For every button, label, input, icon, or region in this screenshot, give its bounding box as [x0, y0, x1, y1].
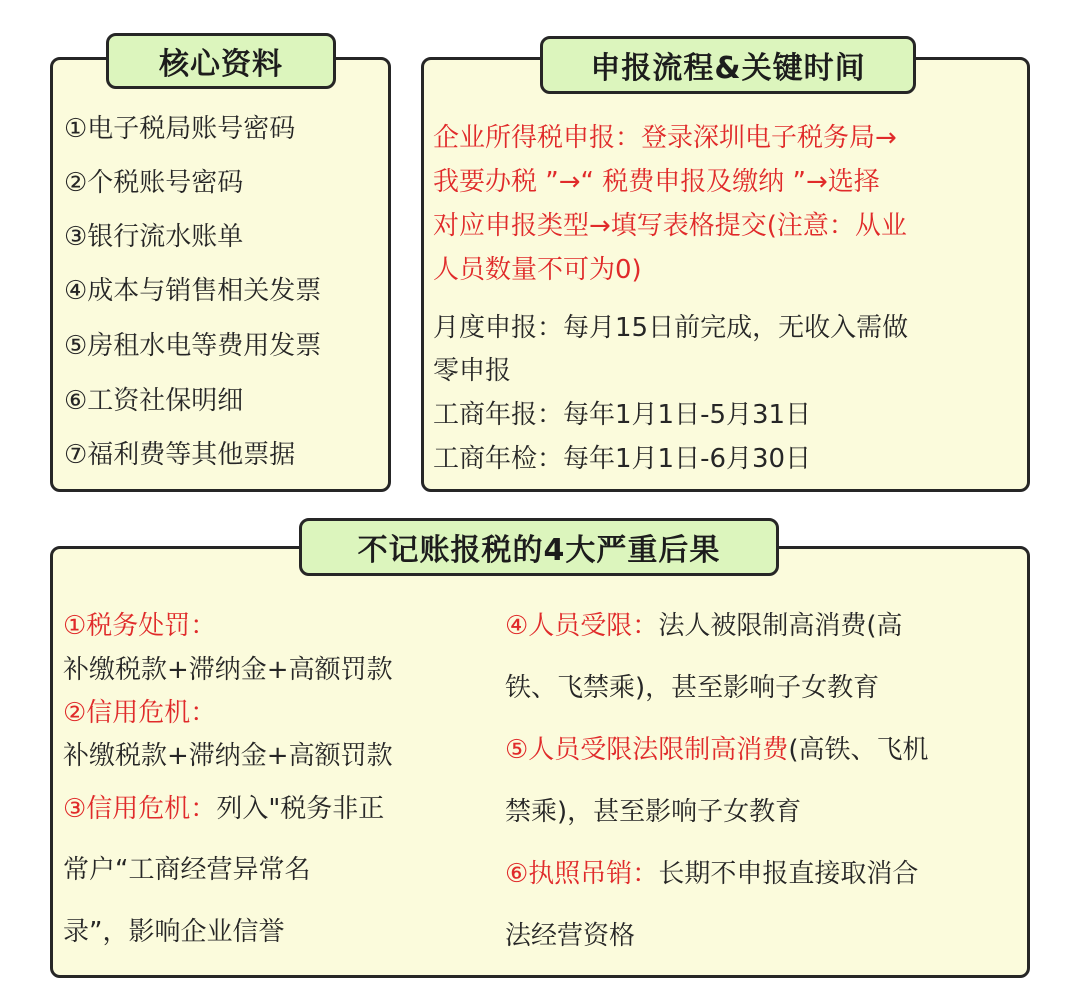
consequence-4-text-1: 法人被限制高消费(高: [658, 611, 903, 641]
consequence-3-text-2: 常户“工商经营异常名: [63, 855, 311, 885]
consequence-6-line-1: [505, 853, 918, 890]
core-item-4: ④成本与销售相关发票: [64, 276, 322, 306]
consequence-5-label: ⑤人员受限法限制高消费: [505, 735, 789, 765]
process-red-line-2: 我要办税 ”→“ 税费申报及缴纳 ”→选择: [433, 167, 880, 197]
consequence-4-label: ④人员受限：: [505, 611, 659, 641]
consequence-6-text-2: 法经营资格: [505, 921, 636, 951]
core-materials-title: 核心资料: [106, 33, 336, 89]
consequence-6-text-1: 长期不申报直接取消合: [658, 859, 919, 889]
process-line-annual-report: 工商年报：每年1月1日-5月31日: [433, 400, 812, 430]
consequence-5-text-2: 禁乘)，甚至影响子女教育: [505, 797, 802, 827]
core-item-5: ⑤房租水电等费用发票: [64, 331, 322, 361]
consequences-title: 不记账报税的4大严重后果: [299, 518, 779, 576]
consequence-4-text-2: 铁、飞禁乘)，甚至影响子女教育: [505, 673, 880, 703]
process-red-line-4: 人员数量不可为0): [433, 255, 642, 285]
consequence-3-label: ③信用危机：: [63, 794, 217, 824]
process-line-monthly: 月度申报：每月15日前完成，无收入需做: [433, 313, 909, 343]
consequence-3-text-1: 列入"税务非正: [216, 794, 385, 824]
process-line-annual-check: 工商年检：每年1月1日-6月30日: [433, 444, 812, 474]
consequence-6-label: ⑥执照吊销：: [505, 859, 659, 889]
consequence-1-text: 补缴税款+滞纳金+高额罚款: [63, 655, 393, 685]
process-red-line-1: 企业所得税申报：登录深圳电子税务局→: [433, 123, 897, 153]
core-item-2: ②个税账号密码: [64, 168, 244, 198]
core-item-3: ③银行流水账单: [64, 222, 244, 252]
process-title: 申报流程&关键时间: [540, 36, 916, 94]
process-line-zero: 零申报: [433, 356, 512, 386]
core-item-7: ⑦福利费等其他票据: [64, 440, 296, 470]
consequence-5-text-1: (高铁、飞机: [788, 735, 929, 765]
core-item-1: ①电子税局账号密码: [64, 114, 296, 144]
core-item-6: ⑥工资社保明细: [64, 386, 244, 416]
consequence-1-label: ①税务处罚：: [63, 611, 217, 641]
process-red-line-3: 对应申报类型→填写表格提交(注意：从业: [433, 211, 907, 241]
consequence-2-label: ②信用危机：: [63, 698, 217, 728]
consequence-3-text-3: 录”，影响企业信誉: [63, 917, 285, 947]
consequence-4-line-1: [505, 605, 902, 642]
consequence-2-text: 补缴税款+滞纳金+高额罚款: [63, 741, 393, 771]
consequence-5-line-1: [505, 729, 928, 766]
consequence-3-line-1: [63, 788, 384, 825]
